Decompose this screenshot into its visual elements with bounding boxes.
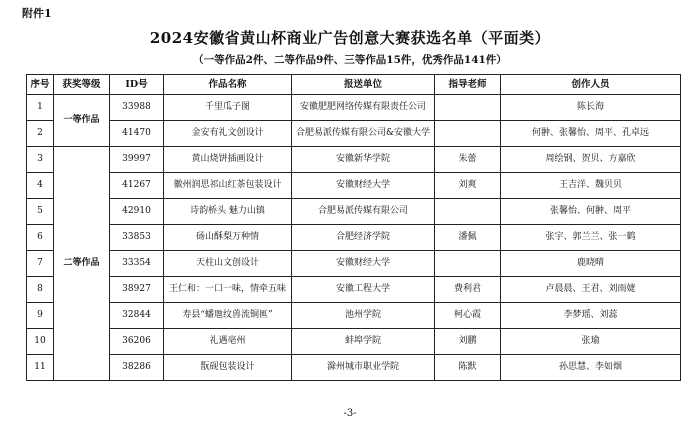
table-header-row: [27, 75, 681, 95]
row-teacher: 潘佩: [435, 225, 501, 251]
row-teacher: 柯心霞: [435, 303, 501, 329]
row-id: 41470: [110, 121, 164, 147]
row-id: 36206: [110, 329, 164, 355]
row-work-name: 徽州润思祁山红茶包装设计: [164, 173, 292, 199]
row-work-name: 金安有礼文创设计: [164, 121, 292, 147]
row-creators: 李梦瑶、刘蕊: [501, 303, 681, 329]
row-no: 2: [27, 121, 54, 147]
row-id: 32844: [110, 303, 164, 329]
row-id: 33988: [110, 95, 164, 121]
header-creators: 创作人员: [501, 75, 681, 95]
row-creators: 陈长海: [501, 95, 681, 121]
row-unit: 蚌埠学院: [292, 329, 435, 355]
row-unit: 安徽新华学院: [292, 147, 435, 173]
row-id: 42910: [110, 199, 164, 225]
row-unit: 合肥易派传媒有限公司&安徽大学: [292, 121, 435, 147]
row-unit: 安徽工程大学: [292, 277, 435, 303]
row-work-name: 翫砚包装设计: [164, 355, 292, 381]
row-teacher: 陈默: [435, 355, 501, 381]
row-id: 41267: [110, 173, 164, 199]
table-row: [27, 303, 681, 329]
table-row: [27, 329, 681, 355]
row-unit: 池州学院: [292, 303, 435, 329]
row-work-name: 诗韵桥头 魅力山镇: [164, 199, 292, 225]
row-creators: 孙思慧、李如烟: [501, 355, 681, 381]
header-unit: 报送单位: [292, 75, 435, 95]
row-creators: 鹿晓晴: [501, 251, 681, 277]
row-id: 38927: [110, 277, 164, 303]
table-row: [27, 121, 681, 147]
row-no: 1: [27, 95, 54, 121]
row-creators: 王吉洋、魏贝贝: [501, 173, 681, 199]
row-creators: 张馨怡、何翀、周平: [501, 199, 681, 225]
row-teacher: [435, 121, 501, 147]
document-title: 2024安徽省黄山杯商业广告创意大赛获选名单（平面类）: [149, 29, 551, 47]
row-teacher: 费利君: [435, 277, 501, 303]
table-row: [27, 277, 681, 303]
row-teacher: [435, 199, 501, 225]
row-id: 33354: [110, 251, 164, 277]
row-unit: 安徽财经大学: [292, 251, 435, 277]
row-creators: 张宇、郭兰兰、张一鹤: [501, 225, 681, 251]
table-row: [27, 355, 681, 381]
row-unit: 安徽肥肥网络传媒有限责任公司: [292, 95, 435, 121]
table-row: [27, 173, 681, 199]
winners-table: [26, 74, 681, 381]
header-work-name: 作品名称: [164, 75, 292, 95]
row-teacher: [435, 95, 501, 121]
row-creators: 何翀、张馨怡、周平、孔卓远: [501, 121, 681, 147]
row-no: 5: [27, 199, 54, 225]
header-no: 序号: [27, 75, 54, 95]
row-no: 4: [27, 173, 54, 199]
row-id: 33853: [110, 225, 164, 251]
grade-cell-second: 二等作品: [54, 147, 110, 381]
row-id: 39997: [110, 147, 164, 173]
header-grade: 获奖等级: [54, 75, 110, 95]
row-no: 3: [27, 147, 54, 173]
table-row: [27, 251, 681, 277]
row-no: 7: [27, 251, 54, 277]
row-no: 8: [27, 277, 54, 303]
row-unit: 安徽财经大学: [292, 173, 435, 199]
table-row: [27, 225, 681, 251]
attachment-label: 附件1: [22, 7, 52, 20]
table-row: [27, 147, 681, 173]
row-work-name: 黄山烧饼插画设计: [164, 147, 292, 173]
row-no: 6: [27, 225, 54, 251]
row-work-name: 王仁和：一口一味，情牵五味: [164, 277, 292, 303]
header-id: ID号: [110, 75, 164, 95]
row-unit: 滁州城市职业学院: [292, 355, 435, 381]
row-work-name: 礼遇亳州: [164, 329, 292, 355]
table-row: [27, 199, 681, 225]
row-unit: 合肥经济学院: [292, 225, 435, 251]
row-teacher: 刘爽: [435, 173, 501, 199]
row-unit: 合肥易派传媒有限公司: [292, 199, 435, 225]
header-teacher: 指导老师: [435, 75, 501, 95]
row-teacher: [435, 251, 501, 277]
row-creators: 周绘钢、贺贝、方嘉欣: [501, 147, 681, 173]
row-creators: 卢晨晨、王君、刘雨婕: [501, 277, 681, 303]
table-row: [27, 95, 681, 121]
row-teacher: 刘鹏: [435, 329, 501, 355]
row-work-name: 寿县“蟠虺纹兽流铜匜”: [164, 303, 292, 329]
page-number: -3-: [343, 408, 357, 419]
row-no: 10: [27, 329, 54, 355]
row-no: 11: [27, 355, 54, 381]
row-work-name: 千里瓜子图: [164, 95, 292, 121]
row-teacher: 朱蕾: [435, 147, 501, 173]
document-subtitle: （一等作品2件、二等作品9件、三等作品15件，优秀作品141件）: [193, 54, 507, 66]
row-no: 9: [27, 303, 54, 329]
row-work-name: 砀山酥梨万种情: [164, 225, 292, 251]
row-id: 38286: [110, 355, 164, 381]
row-work-name: 天柱山文创设计: [164, 251, 292, 277]
grade-cell-first: 一等作品: [54, 95, 110, 147]
row-creators: 张瑜: [501, 329, 681, 355]
